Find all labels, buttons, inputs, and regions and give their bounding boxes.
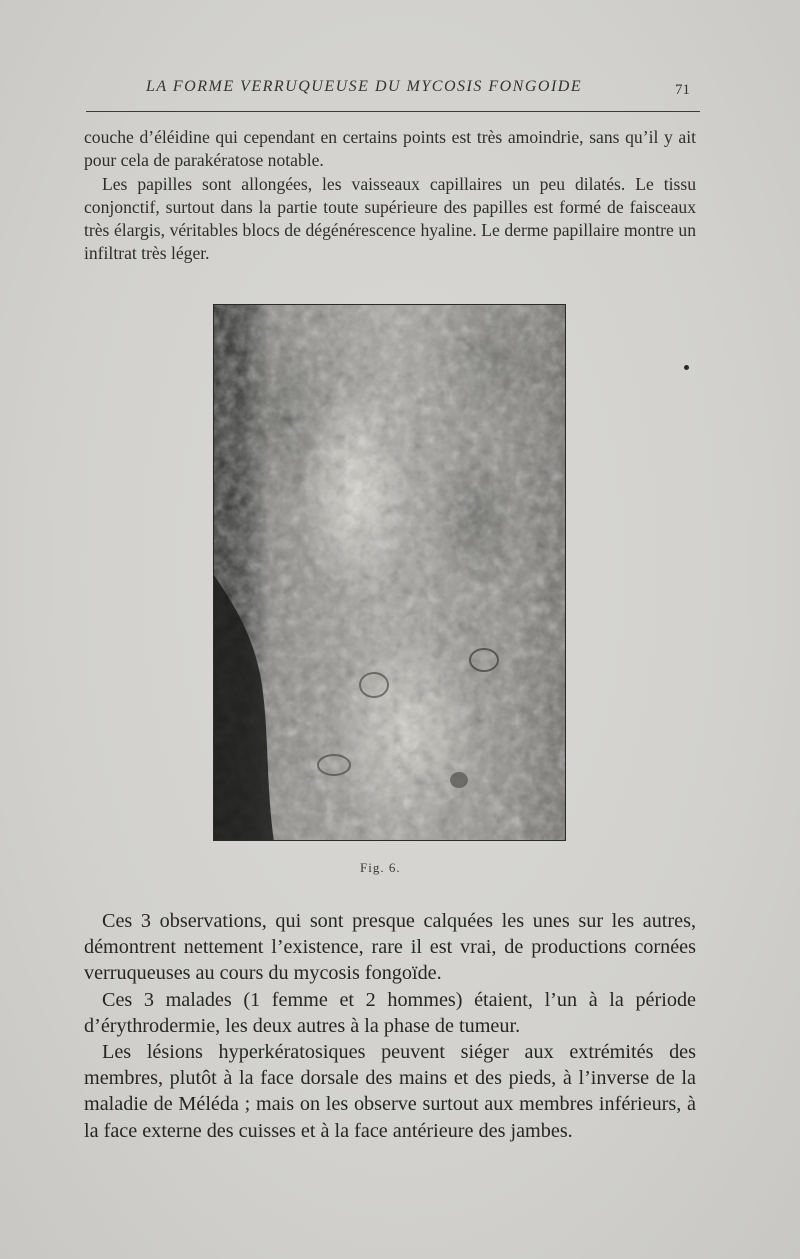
paragraph-lesions: Les lésions hyperkératosiques peuvent siéger aux extrémités des membres, plutôt à la face dorsale des mains et des pieds, à l’inverse de la maladie de Méléda ; mais on les observe surtout aux membres inférieurs, à la face externe des cuisses et à la face antérieure des jambes.	[84, 1041, 696, 1142]
header-rule	[86, 111, 700, 112]
paragraph-papilles: Les papilles sont allongées, les vaisseaux capillaires un peu dilatés. Le tissu conjonctif, surtout dans la partie toute supérieure des papilles est formé de faisceaux très élargis, véritables blocs de dégénérescence hyaline. Le derme papillaire montre un infiltrat très léger.	[84, 173, 696, 264]
photo-texture	[214, 305, 566, 841]
paragraph-malades: Ces 3 malades (1 femme et 2 hommes) étaient, l’un à la période d’érythrodermie, les deux autres à la phase de tumeur.	[84, 988, 696, 1037]
page-number: 71	[675, 82, 690, 98]
running-title: LA FORME VERRUQUEUSE DU MYCOSIS FONGOIDE	[146, 78, 583, 95]
text-block-top	[84, 126, 696, 266]
skin-lesion-photograph	[213, 304, 566, 841]
text-block-bottom	[84, 908, 696, 1144]
paragraph-continued: couche d’éléidine qui cependant en certains points est très amoindrie, sans qu’il y ait pour cela de parakératose notable.	[84, 127, 696, 171]
figure-caption: Fig. 6.	[360, 860, 401, 875]
running-head	[86, 78, 700, 102]
paragraph-observations: Ces 3 observations, qui sont presque calquées les unes sur les autres, démontrent nettement l’existence, rare il est vrai, de productions cornées verruqueuses au cours du mycosis fongoïde.	[84, 910, 696, 985]
print-speck	[684, 365, 689, 370]
